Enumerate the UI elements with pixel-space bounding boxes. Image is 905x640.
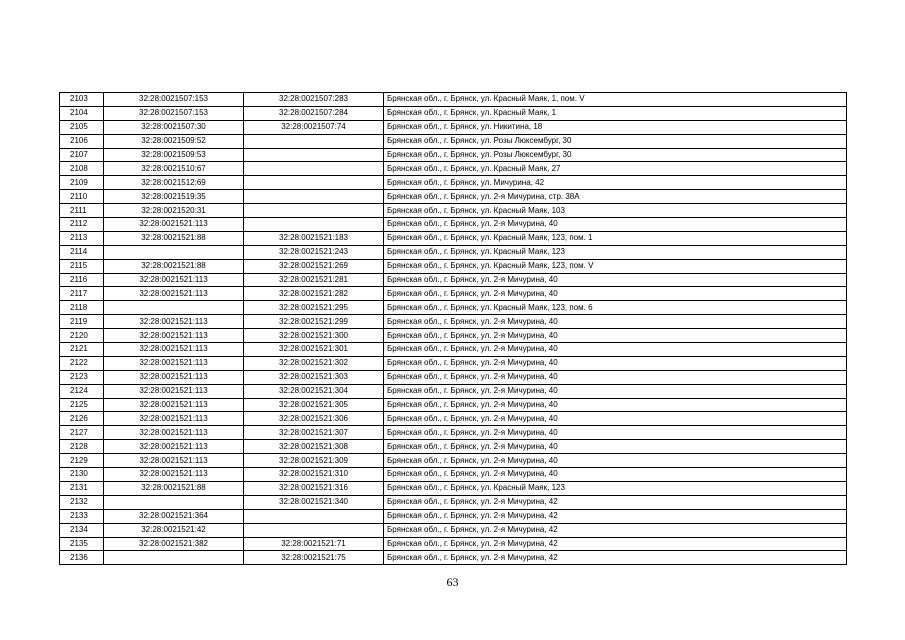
row-number-cell: 2120: [60, 329, 104, 343]
parcel-cadastral-number-cell: 32:28:0021521:113: [104, 315, 244, 329]
address-cell: Брянская обл., г. Брянск, ул. 2-я Мичурина, 42: [384, 495, 847, 509]
table-row: [60, 231, 847, 245]
row-number-cell: 2109: [60, 176, 104, 190]
table-row: [60, 287, 847, 301]
table-row: [60, 190, 847, 204]
address-cell: Брянская обл., г. Брянск, ул. 2-я Мичурина, 40: [384, 398, 847, 412]
object-cadastral-number-cell: 32:28:0021521:316: [244, 481, 384, 495]
row-number-cell: 2115: [60, 259, 104, 273]
parcel-cadastral-number-cell: 32:28:0021521:113: [104, 273, 244, 287]
row-number-cell: 2114: [60, 245, 104, 259]
row-number-cell: 2131: [60, 481, 104, 495]
address-cell: Брянская обл., г. Брянск, ул. 2-я Мичурина, 40: [384, 412, 847, 426]
address-cell: Брянская обл., г. Брянск, ул. Красный Маяк, 27: [384, 162, 847, 176]
address-cell: Брянская обл., г. Брянск, ул. 2-я Мичурина, 42: [384, 509, 847, 523]
table-row: [60, 495, 847, 509]
address-cell: Брянская обл., г. Брянск, ул. Розы Люксембург, 30: [384, 148, 847, 162]
table-row: [60, 370, 847, 384]
row-number-cell: 2116: [60, 273, 104, 287]
table-row: [60, 551, 847, 565]
table-row: [60, 481, 847, 495]
row-number-cell: 2125: [60, 398, 104, 412]
row-number-cell: 2136: [60, 551, 104, 565]
address-cell: Брянская обл., г. Брянск, ул. 2-я Мичурина, 40: [384, 356, 847, 370]
table-row: [60, 259, 847, 273]
row-number-cell: 2122: [60, 356, 104, 370]
address-cell: Брянская обл., г. Брянск, ул. Красный Маяк, 123, пом. V: [384, 259, 847, 273]
parcel-cadastral-number-cell: 32:28:0021520:31: [104, 204, 244, 218]
table-row: [60, 384, 847, 398]
object-cadastral-number-cell: 32:28:0021521:340: [244, 495, 384, 509]
parcel-cadastral-number-cell: 32:28:0021521:113: [104, 454, 244, 468]
parcel-cadastral-number-cell: 32:28:0021521:88: [104, 481, 244, 495]
table-row: [60, 148, 847, 162]
parcel-cadastral-number-cell: 32:28:0021521:88: [104, 259, 244, 273]
address-cell: Брянская обл., г. Брянск, ул. 2-я Мичурина, 40: [384, 468, 847, 482]
row-number-cell: 2133: [60, 509, 104, 523]
object-cadastral-number-cell: [244, 509, 384, 523]
object-cadastral-number-cell: 32:28:0021521:183: [244, 231, 384, 245]
cadastral-table: [59, 92, 847, 565]
parcel-cadastral-number-cell: 32:28:0021507:153: [104, 93, 244, 107]
address-cell: Брянская обл., г. Брянск, ул. Красный Маяк, 123: [384, 481, 847, 495]
parcel-cadastral-number-cell: 32:28:0021521:364: [104, 509, 244, 523]
parcel-cadastral-number-cell: 32:28:0021509:52: [104, 134, 244, 148]
object-cadastral-number-cell: 32:28:0021521:305: [244, 398, 384, 412]
object-cadastral-number-cell: 32:28:0021521:303: [244, 370, 384, 384]
table-row: [60, 440, 847, 454]
parcel-cadastral-number-cell: 32:28:0021521:88: [104, 231, 244, 245]
row-number-cell: 2132: [60, 495, 104, 509]
row-number-cell: 2121: [60, 343, 104, 357]
address-cell: Брянская обл., г. Брянск, ул. 2-я Мичурина, 40: [384, 454, 847, 468]
table-row: [60, 523, 847, 537]
row-number-cell: 2135: [60, 537, 104, 551]
row-number-cell: 2103: [60, 93, 104, 107]
parcel-cadastral-number-cell: 32:28:0021521:113: [104, 343, 244, 357]
object-cadastral-number-cell: 32:28:0021521:308: [244, 440, 384, 454]
table-row: [60, 537, 847, 551]
address-cell: Брянская обл., г. Брянск, ул. 2-я Мичурина, 40: [384, 287, 847, 301]
row-number-cell: 2118: [60, 301, 104, 315]
address-cell: Брянская обл., г. Брянск, ул. 2-я Мичурина, 42: [384, 551, 847, 565]
table-row: [60, 468, 847, 482]
object-cadastral-number-cell: 32:28:0021521:300: [244, 329, 384, 343]
row-number-cell: 2112: [60, 218, 104, 232]
object-cadastral-number-cell: 32:28:0021507:74: [244, 120, 384, 134]
object-cadastral-number-cell: 32:28:0021507:284: [244, 106, 384, 120]
address-cell: Брянская обл., г. Брянск, ул. 2-я Мичурина, 40: [384, 384, 847, 398]
row-number-cell: 2127: [60, 426, 104, 440]
parcel-cadastral-number-cell: 32:28:0021521:113: [104, 356, 244, 370]
table-row: [60, 454, 847, 468]
object-cadastral-number-cell: [244, 218, 384, 232]
object-cadastral-number-cell: [244, 148, 384, 162]
table-row: [60, 301, 847, 315]
row-number-cell: 2124: [60, 384, 104, 398]
parcel-cadastral-number-cell: [104, 495, 244, 509]
parcel-cadastral-number-cell: 32:28:0021521:113: [104, 398, 244, 412]
parcel-cadastral-number-cell: 32:28:0021521:113: [104, 468, 244, 482]
row-number-cell: 2108: [60, 162, 104, 176]
object-cadastral-number-cell: 32:28:0021521:299: [244, 315, 384, 329]
table-row: [60, 204, 847, 218]
table-row: [60, 426, 847, 440]
table-row: [60, 162, 847, 176]
parcel-cadastral-number-cell: 32:28:0021521:113: [104, 329, 244, 343]
object-cadastral-number-cell: 32:28:0021521:295: [244, 301, 384, 315]
object-cadastral-number-cell: 32:28:0021521:302: [244, 356, 384, 370]
table-row: [60, 134, 847, 148]
address-cell: Брянская обл., г. Брянск, ул. Красный Маяк, 123, пом. 6: [384, 301, 847, 315]
address-cell: Брянская обл., г. Брянск, ул. Красный Маяк, 1: [384, 106, 847, 120]
object-cadastral-number-cell: 32:28:0021521:310: [244, 468, 384, 482]
table-row: [60, 106, 847, 120]
table-body: [60, 93, 847, 565]
parcel-cadastral-number-cell: 32:28:0021521:42: [104, 523, 244, 537]
address-cell: Брянская обл., г. Брянск, ул. Мичурина, 42: [384, 176, 847, 190]
object-cadastral-number-cell: 32:28:0021521:304: [244, 384, 384, 398]
row-number-cell: 2126: [60, 412, 104, 426]
table-row: [60, 398, 847, 412]
address-cell: Брянская обл., г. Брянск, ул. 2-я Мичурина, 40: [384, 273, 847, 287]
row-number-cell: 2129: [60, 454, 104, 468]
parcel-cadastral-number-cell: 32:28:0021521:113: [104, 370, 244, 384]
table-row: [60, 93, 847, 107]
object-cadastral-number-cell: 32:28:0021521:71: [244, 537, 384, 551]
row-number-cell: 2113: [60, 231, 104, 245]
table-row: [60, 315, 847, 329]
parcel-cadastral-number-cell: 32:28:0021521:113: [104, 384, 244, 398]
address-cell: Брянская обл., г. Брянск, ул. 2-я Мичурина, 40: [384, 440, 847, 454]
object-cadastral-number-cell: 32:28:0021521:281: [244, 273, 384, 287]
row-number-cell: 2130: [60, 468, 104, 482]
object-cadastral-number-cell: 32:28:0021521:306: [244, 412, 384, 426]
parcel-cadastral-number-cell: [104, 245, 244, 259]
address-cell: Брянская обл., г. Брянск, ул. Розы Люксембург, 30: [384, 134, 847, 148]
parcel-cadastral-number-cell: 32:28:0021521:113: [104, 412, 244, 426]
table-row: [60, 343, 847, 357]
table-row: [60, 329, 847, 343]
row-number-cell: 2110: [60, 190, 104, 204]
parcel-cadastral-number-cell: 32:28:0021507:153: [104, 106, 244, 120]
row-number-cell: 2104: [60, 106, 104, 120]
address-cell: Брянская обл., г. Брянск, ул. 2-я Мичурина, 40: [384, 343, 847, 357]
row-number-cell: 2117: [60, 287, 104, 301]
object-cadastral-number-cell: [244, 204, 384, 218]
row-number-cell: 2123: [60, 370, 104, 384]
row-number-cell: 2119: [60, 315, 104, 329]
row-number-cell: 2111: [60, 204, 104, 218]
row-number-cell: 2106: [60, 134, 104, 148]
address-cell: Брянская обл., г. Брянск, ул. 2-я Мичурина, 42: [384, 523, 847, 537]
table-row: [60, 509, 847, 523]
object-cadastral-number-cell: 32:28:0021507:283: [244, 93, 384, 107]
parcel-cadastral-number-cell: 32:28:0021521:113: [104, 440, 244, 454]
object-cadastral-number-cell: 32:28:0021521:282: [244, 287, 384, 301]
table-row: [60, 218, 847, 232]
parcel-cadastral-number-cell: [104, 301, 244, 315]
parcel-cadastral-number-cell: 32:28:0021521:113: [104, 218, 244, 232]
parcel-cadastral-number-cell: 32:28:0021521:382: [104, 537, 244, 551]
table-row: [60, 273, 847, 287]
table-row: [60, 120, 847, 134]
row-number-cell: 2107: [60, 148, 104, 162]
row-number-cell: 2105: [60, 120, 104, 134]
parcel-cadastral-number-cell: 32:28:0021521:113: [104, 426, 244, 440]
address-cell: Брянская обл., г. Брянск, ул. Красный Маяк, 123: [384, 245, 847, 259]
object-cadastral-number-cell: 32:28:0021521:75: [244, 551, 384, 565]
object-cadastral-number-cell: 32:28:0021521:243: [244, 245, 384, 259]
address-cell: Брянская обл., г. Брянск, ул. Красный Маяк, 1, пом. V: [384, 93, 847, 107]
parcel-cadastral-number-cell: 32:28:0021512:69: [104, 176, 244, 190]
address-cell: Брянская обл., г. Брянск, ул. Красный Маяк, 103: [384, 204, 847, 218]
object-cadastral-number-cell: [244, 134, 384, 148]
address-cell: Брянская обл., г. Брянск, ул. 2-я Мичурина, 40: [384, 426, 847, 440]
parcel-cadastral-number-cell: 32:28:0021507:30: [104, 120, 244, 134]
parcel-cadastral-number-cell: 32:28:0021509:53: [104, 148, 244, 162]
parcel-cadastral-number-cell: 32:28:0021521:113: [104, 287, 244, 301]
table-row: [60, 356, 847, 370]
object-cadastral-number-cell: 32:28:0021521:309: [244, 454, 384, 468]
address-cell: Брянская обл., г. Брянск, ул. 2-я Мичурина, 40: [384, 370, 847, 384]
address-cell: Брянская обл., г. Брянск, ул. Никитина, 18: [384, 120, 847, 134]
address-cell: Брянская обл., г. Брянск, ул. 2-я Мичурина, 40: [384, 329, 847, 343]
object-cadastral-number-cell: 32:28:0021521:269: [244, 259, 384, 273]
table-row: [60, 412, 847, 426]
address-cell: Брянская обл., г. Брянск, ул. 2-я Мичурина, стр. 38А: [384, 190, 847, 204]
address-cell: Брянская обл., г. Брянск, ул. 2-я Мичурина, 42: [384, 537, 847, 551]
address-cell: Брянская обл., г. Брянск, ул. Красный Маяк, 123, пом. 1: [384, 231, 847, 245]
object-cadastral-number-cell: 32:28:0021521:301: [244, 343, 384, 357]
parcel-cadastral-number-cell: 32:28:0021519:35: [104, 190, 244, 204]
object-cadastral-number-cell: [244, 162, 384, 176]
page-number: 63: [446, 575, 459, 589]
object-cadastral-number-cell: [244, 523, 384, 537]
object-cadastral-number-cell: [244, 190, 384, 204]
table-row: [60, 245, 847, 259]
address-cell: Брянская обл., г. Брянск, ул. 2-я Мичурина, 40: [384, 315, 847, 329]
parcel-cadastral-number-cell: 32:28:0021510:67: [104, 162, 244, 176]
object-cadastral-number-cell: 32:28:0021521:307: [244, 426, 384, 440]
parcel-cadastral-number-cell: [104, 551, 244, 565]
row-number-cell: 2128: [60, 440, 104, 454]
row-number-cell: 2134: [60, 523, 104, 537]
address-cell: Брянская обл., г. Брянск, ул. 2-я Мичурина, 40: [384, 218, 847, 232]
table-row: [60, 176, 847, 190]
object-cadastral-number-cell: [244, 176, 384, 190]
